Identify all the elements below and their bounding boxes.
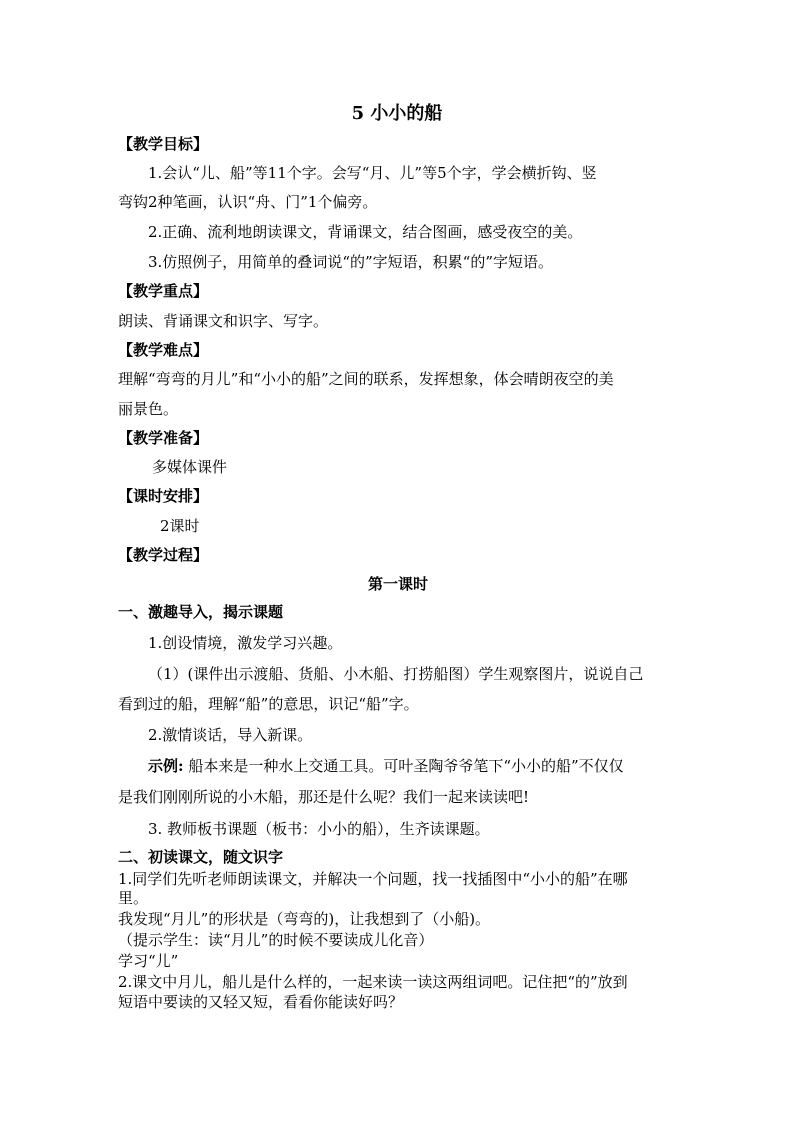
preparation-text: 多媒体课件: [152, 458, 228, 476]
goal-1-line-2: 弯钩2种笔画，认识“舟、门”1个偏旁。: [118, 193, 378, 211]
part-1-item-2: 2.激情谈话，导入新课。: [148, 726, 313, 744]
part-1-heading: 一、激趣导入，揭示课题: [118, 603, 284, 621]
part-2-learn: 学习“儿”: [118, 952, 179, 970]
schedule-heading: 【课时安排】: [118, 487, 209, 505]
part-2-hint: （提示学生：读“月儿”的时候不要读成儿化音）: [118, 931, 434, 949]
difficulty-line-1: 理解“弯弯的月儿”和“小小的船”之间的联系，发挥想象，体会晴朗夜空的美: [118, 370, 614, 388]
part-1-item-1-sub-line-1: （1）(课件出示渡船、货船、小木船、打捞船图）学生观察图片，说说自己: [148, 665, 644, 683]
goals-heading: 【教学目标】: [118, 135, 209, 153]
goal-3: 3.仿照例子，用简单的叠词说“的”字短语，积累“的”字短语。: [148, 253, 553, 271]
preparation-heading: 【教学准备】: [118, 429, 209, 447]
part-2-heading: 二、初读课文，随文识字: [118, 848, 284, 866]
example-line-1: [118, 756, 708, 776]
key-points-text: 朗读、背诵课文和识字、写字。: [118, 312, 329, 330]
difficulty-line-2: 丽景色。: [118, 400, 179, 418]
part-2-item-1-line-2: 里。: [118, 889, 149, 907]
part-2-found: 我发现“月儿”的形状是（弯弯的)，让我想到了（小船)。: [118, 910, 491, 928]
part-1-item-1: 1.创设情境，激发学习兴趣。: [148, 634, 343, 652]
part-1-item-1-sub-line-2: 看到过的船，理解“船”的意思，识记“船”字。: [118, 695, 419, 713]
first-lesson-title: 第一课时: [367, 575, 428, 593]
part-2-item-2-line-1: 2.课文中月儿，船儿是什么样的，一起来读一读这两组词吧。记住把“的”放到: [118, 973, 628, 991]
example-text: 船本来是一种水上交通工具。可叶圣陶爷爷笔下“小小的船”不仅仅: [183, 757, 624, 775]
goal-2: 2.正确、流利地朗读课文，背诵课文，结合图画，感受夜空的美。: [148, 223, 583, 241]
example-label: 示例:: [148, 757, 184, 775]
example-line-2: 是我们刚刚所说的小木船，那还是什么呢？我们一起来读读吧!: [118, 788, 530, 806]
key-points-heading: 【教学重点】: [118, 282, 209, 300]
process-heading: 【教学过程】: [118, 546, 209, 564]
difficulty-heading: 【教学难点】: [118, 341, 209, 359]
schedule-text: 2课时: [160, 517, 200, 535]
part-2-item-2-line-2: 短语中要读的又轻又短，看看你能读好吗？: [118, 993, 404, 1011]
goal-1-line-1: 1.会认“儿、船”等11个字。会写“月、儿”等5个字，学会横折钩、竖: [148, 164, 597, 182]
part-1-item-3: 3. 教师板书课题（板书：小小的船），生齐读课题。: [148, 820, 490, 838]
lesson-title: 5 小小的船: [351, 103, 443, 124]
part-2-item-1-line-1: 1.同学们先听老师朗读课文，并解决一个问题，找一找插图中“小小的船”在哪: [118, 870, 628, 888]
